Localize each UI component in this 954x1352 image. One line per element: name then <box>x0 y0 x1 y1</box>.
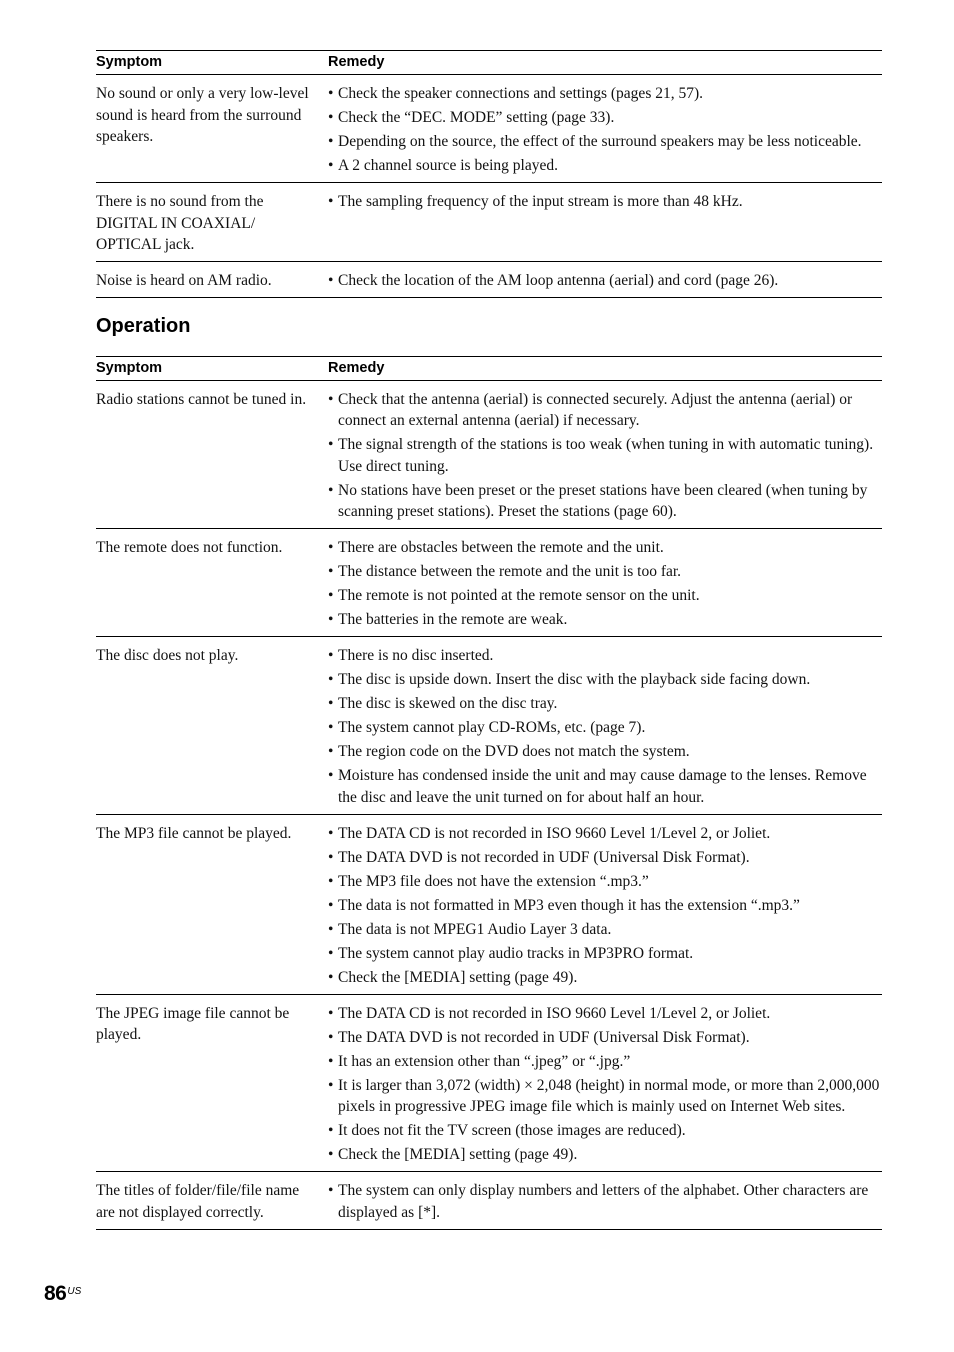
remedy-list <box>328 537 882 631</box>
remedy-item: • The DATA CD is not recorded in ISO 9660 Level 1/Level 2, or Joliet. <box>328 1003 882 1025</box>
symptom-cell: Noise is heard on AM radio. <box>96 261 328 297</box>
remedy-item: • The MP3 file does not have the extension “.mp3.” <box>328 871 882 893</box>
table-row <box>96 994 882 1172</box>
remedy-item: • The system can only display numbers and letters of the alphabet. Other characters are displayed as [*]. <box>328 1180 882 1223</box>
page-number-value: 86 <box>44 1282 67 1305</box>
remedy-item: • Check the location of the AM loop antenna (aerial) and cord (page 26). <box>328 270 882 292</box>
table-row <box>96 814 882 994</box>
remedy-item: • The system cannot play audio tracks in MP3PRO format. <box>328 943 882 965</box>
remedy-list <box>328 389 882 523</box>
remedy-item: • It is larger than 3,072 (width) × 2,048 (height) in normal mode, or more than 2,000,000 pixels in progressive JPEG image file which is mainly used on Internet Web sites. <box>328 1075 882 1118</box>
remedy-cell <box>328 1172 882 1230</box>
remedy-list <box>328 191 882 213</box>
remedy-cell <box>328 529 882 637</box>
page-number <box>44 1282 81 1306</box>
remedy-cell <box>328 183 882 262</box>
remedy-item: • Check the [MEDIA] setting (page 49). <box>328 967 882 989</box>
remedy-item: • The disc is upside down. Insert the disc with the playback side facing down. <box>328 669 882 691</box>
remedy-item: • There are obstacles between the remote and the unit. <box>328 537 882 559</box>
remedy-list <box>328 1003 882 1166</box>
troubleshooting-table-sound <box>96 50 882 298</box>
remedy-cell <box>328 637 882 815</box>
remedy-cell <box>328 380 882 529</box>
remedy-item: • The DATA CD is not recorded in ISO 9660 Level 1/Level 2, or Joliet. <box>328 823 882 845</box>
remedy-item: • The data is not MPEG1 Audio Layer 3 data. <box>328 919 882 941</box>
table-row <box>96 75 882 183</box>
remedy-list <box>328 270 882 292</box>
remedy-item: • The disc is skewed on the disc tray. <box>328 693 882 715</box>
page-content <box>96 50 882 1230</box>
remedy-item: • Check that the antenna (aerial) is connected securely. Adjust the antenna (aerial) or connect an external antenna (aerial) if necessary. <box>328 389 882 432</box>
symptom-cell: The disc does not play. <box>96 637 328 815</box>
remedy-cell <box>328 261 882 297</box>
remedy-column-header: Remedy <box>328 356 882 380</box>
remedy-item: • It does not fit the TV screen (those images are reduced). <box>328 1120 882 1142</box>
page-region-code: US <box>67 1285 82 1297</box>
table-row <box>96 183 882 262</box>
remedy-list <box>328 823 882 989</box>
remedy-item: • The DATA DVD is not recorded in UDF (Universal Disk Format). <box>328 847 882 869</box>
table-row <box>96 261 882 297</box>
remedy-column-header: Remedy <box>328 51 882 75</box>
symptom-cell: There is no sound from the DIGITAL IN COAXIAL/ OPTICAL jack. <box>96 183 328 262</box>
remedy-item: • Depending on the source, the effect of the surround speakers may be less noticeable. <box>328 131 882 153</box>
remedy-item: • It has an extension other than “.jpeg” or “.jpg.” <box>328 1051 882 1073</box>
remedy-item: • The distance between the remote and the unit is too far. <box>328 561 882 583</box>
symptom-cell: The JPEG image file cannot be played. <box>96 994 328 1172</box>
remedy-item: • A 2 channel source is being played. <box>328 155 882 177</box>
remedy-item: • Check the “DEC. MODE” setting (page 33). <box>328 107 882 129</box>
symptom-cell: The titles of folder/file/file name are not displayed correctly. <box>96 1172 328 1230</box>
remedy-item: • The region code on the DVD does not match the system. <box>328 741 882 763</box>
remedy-cell <box>328 814 882 994</box>
remedy-item: • No stations have been preset or the preset stations have been cleared (when tuning by scanning preset stations). Preset the stations (page 60). <box>328 480 882 523</box>
symptom-cell: The MP3 file cannot be played. <box>96 814 328 994</box>
table-row <box>96 529 882 637</box>
troubleshooting-table-operation <box>96 356 882 1230</box>
remedy-list <box>328 83 882 177</box>
symptom-cell: The remote does not function. <box>96 529 328 637</box>
remedy-item: • The signal strength of the stations is too weak (when tuning in with automatic tuning). Use direct tuning. <box>328 434 882 477</box>
remedy-item: • There is no disc inserted. <box>328 645 882 667</box>
remedy-list <box>328 645 882 808</box>
section-title-operation: Operation <box>96 314 191 337</box>
remedy-cell <box>328 75 882 183</box>
remedy-item: • The system cannot play CD-ROMs, etc. (page 7). <box>328 717 882 739</box>
table-row <box>96 380 882 529</box>
table-header-row <box>96 356 882 380</box>
remedy-item: • The sampling frequency of the input stream is more than 48 kHz. <box>328 191 882 213</box>
remedy-item: • The DATA DVD is not recorded in UDF (Universal Disk Format). <box>328 1027 882 1049</box>
remedy-list <box>328 1180 882 1223</box>
remedy-item: • The remote is not pointed at the remote sensor on the unit. <box>328 585 882 607</box>
symptom-cell: Radio stations cannot be tuned in. <box>96 380 328 529</box>
table-row <box>96 637 882 815</box>
remedy-item: • The batteries in the remote are weak. <box>328 609 882 631</box>
symptom-column-header: Symptom <box>96 51 328 75</box>
symptom-cell: No sound or only a very low-level sound is heard from the surround speakers. <box>96 75 328 183</box>
table-header-row <box>96 51 882 75</box>
remedy-item: • Check the [MEDIA] setting (page 49). <box>328 1144 882 1166</box>
remedy-item: • Moisture has condensed inside the unit and may cause damage to the lenses. Remove the disc and leave the unit turned on for about half an hour. <box>328 765 882 808</box>
remedy-item: • Check the speaker connections and settings (pages 21, 57). <box>328 83 882 105</box>
remedy-cell <box>328 994 882 1172</box>
table-row <box>96 1172 882 1230</box>
remedy-item: • The data is not formatted in MP3 even though it has the extension “.mp3.” <box>328 895 882 917</box>
symptom-column-header: Symptom <box>96 356 328 380</box>
